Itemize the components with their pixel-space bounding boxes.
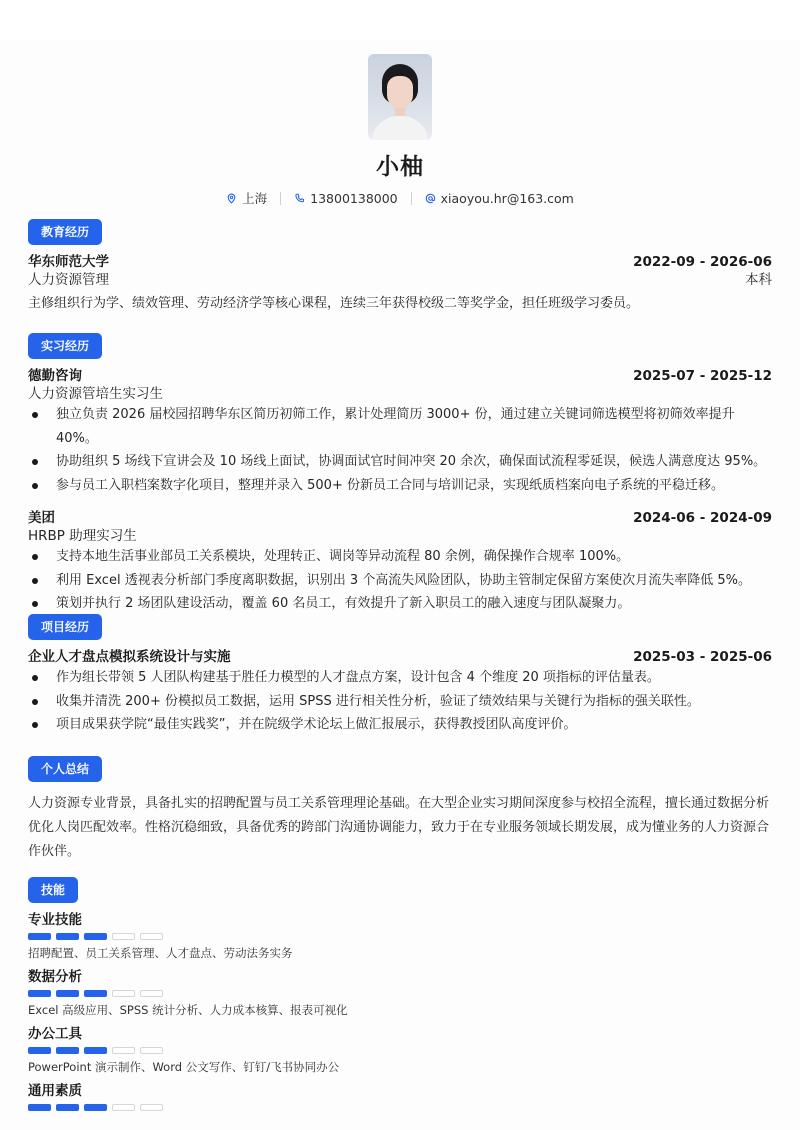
skill-name: 办公工具 [28,1026,82,1042]
phone-text: 13800138000 [310,190,398,206]
skill-item [28,968,772,1018]
skill-name: 专业技能 [28,912,82,928]
level-segment-filled [28,1047,51,1054]
bullet-item: 独立负责 2026 届校园招聘华东区简历初筛工作，累计处理简历 3000+ 份，通过建立关键词筛选模型将初筛效率提升 40%。 [28,403,772,450]
skill-level-bar [28,1104,772,1111]
internship-item [28,367,772,497]
level-segment-filled [84,933,107,940]
candidate-name: 小柚 [376,154,424,180]
school-name: 华东师范大学 [28,254,109,270]
level-segment-filled [56,990,79,997]
internship-dates: 2024-06 - 2024-09 [633,510,772,526]
level-segment-filled [56,1047,79,1054]
location-text: 上海 [242,191,268,206]
section-badge-project: 项目经历 [28,614,102,640]
level-segment-filled [84,990,107,997]
bullet-item: 支持本地生活事业部员工关系模块，处理转正、调岗等异动流程 80 余例，确保操作合规率 100%。 [28,545,772,569]
phone-icon [294,193,305,204]
education-description: 主修组织行为学、绩效管理、劳动经济学等核心课程，连续三年获得校级二等奖学金，担任班级学习委员。 [28,296,640,311]
level-segment-empty [140,990,163,997]
level-segment-empty [140,1047,163,1054]
project-name: 企业人才盘点模拟系统设计与实施 [28,649,231,665]
skill-name: 通用素质 [28,1083,82,1099]
skill-description: 招聘配置、员工关系管理、人才盘点、劳动法务实务 [28,946,293,960]
internship-section [28,333,772,616]
bullet-item: 参与员工入职档案数字化项目，整理并录入 500+ 份新员工合同与培训记录，实现纸质档案向电子系统的平稳迁移。 [28,474,772,498]
skill-item [28,1082,772,1111]
level-segment-empty [112,990,135,997]
section-badge-skills: 技能 [28,877,78,903]
skill-level-bar [28,933,772,940]
bullet-item: 利用 Excel 透视表分析部门季度离职数据，识别出 3 个高流失风险团队，协助主管制定保留方案使次月流失率降低 5%。 [28,569,772,593]
map-pin-icon [226,193,237,204]
contact-info [226,189,574,207]
skill-description: PowerPoint 演示制作、Word 公文写作、钉钉/飞书协同办公 [28,1060,340,1074]
internship-role: HRBP 助理实习生 [28,528,137,544]
contact-divider [411,192,412,205]
company-name: 美团 [28,510,55,526]
level-segment-filled [28,990,51,997]
internship-dates: 2025-07 - 2025-12 [633,368,772,384]
bullet-item: 收集并清洗 200+ 份模拟员工数据，运用 SPSS 进行相关性分析，验证了绩效结果与关键行为指标的强关联性。 [28,690,772,714]
education-section [28,219,772,316]
contact-phone[interactable] [294,191,397,206]
page-top-margin [0,0,800,40]
degree: 本科 [745,272,772,288]
at-sign-icon [425,193,436,204]
bullet-item: 策划并执行 2 场团队建设活动，覆盖 60 名员工，有效提升了新入职员工的融入速度与团队凝聚力。 [28,592,772,616]
section-badge-summary: 个人总结 [28,756,102,782]
level-segment-filled [56,1104,79,1111]
section-badge-education: 教育经历 [28,219,102,245]
summary-text: 人力资源专业背景，具备扎实的招聘配置与员工关系管理理论基础。在大型企业实习期间深度参与校招全流程，擅长通过数据分析优化人岗匹配效率。性格沉稳细致，具备优秀的跨部门沟通协调能力，致力于在专业服务领域长期发展，成为懂业务的人力资源合作伙伴。 [28,796,770,859]
bullet-item: 作为组长带领 5 人团队构建基于胜任力模型的人才盘点方案，设计包含 4 个维度 20 项指标的评估量表。 [28,666,772,690]
email-text: xiaoyou.hr@163.com [440,190,574,206]
project-section [28,614,772,737]
education-dates: 2022-09 - 2026-06 [633,254,772,270]
avatar-shoulders [372,116,428,140]
internship-item [28,509,772,616]
level-segment-empty [112,1104,135,1111]
project-bullets [28,666,772,737]
level-segment-empty [112,933,135,940]
resume-header [0,40,800,207]
skills-section [28,877,772,1118]
level-segment-filled [56,933,79,940]
section-badge-internship: 实习经历 [28,333,102,359]
level-segment-filled [28,1104,51,1111]
skill-name: 数据分析 [28,969,82,985]
avatar-face [387,76,413,108]
education-item [28,253,772,316]
level-segment-empty [140,1104,163,1111]
skills-list [28,911,772,1111]
contact-location [226,189,267,207]
skill-item [28,911,772,961]
level-segment-filled [28,933,51,940]
level-segment-empty [112,1047,135,1054]
skill-item [28,1025,772,1075]
contact-email[interactable] [425,191,574,206]
skill-level-bar [28,990,772,997]
project-item [28,648,772,737]
avatar [368,54,432,140]
level-segment-empty [140,933,163,940]
bullet-item: 协助组织 5 场线下宣讲会及 10 场线上面试，协调面试官时间冲突 20 余次，确保面试流程零延误，候选人满意度达 95%。 [28,450,772,474]
level-segment-filled [84,1047,107,1054]
major: 人力资源管理 [28,272,109,288]
bullet-item: 项目成果获学院“最佳实践奖”，并在院级学术论坛上做汇报展示，获得教授团队高度评价。 [28,713,772,737]
contact-divider [280,192,281,205]
internship-bullets [28,545,772,616]
internship-bullets [28,403,772,497]
project-dates: 2025-03 - 2025-06 [633,649,772,665]
skill-level-bar [28,1047,772,1054]
summary-section [28,756,772,864]
company-name: 德勤咨询 [28,368,82,384]
internship-role: 人力资源管培生实习生 [28,386,163,402]
skill-description: Excel 高级应用、SPSS 统计分析、人力成本核算、报表可视化 [28,1003,348,1017]
level-segment-filled [84,1104,107,1111]
